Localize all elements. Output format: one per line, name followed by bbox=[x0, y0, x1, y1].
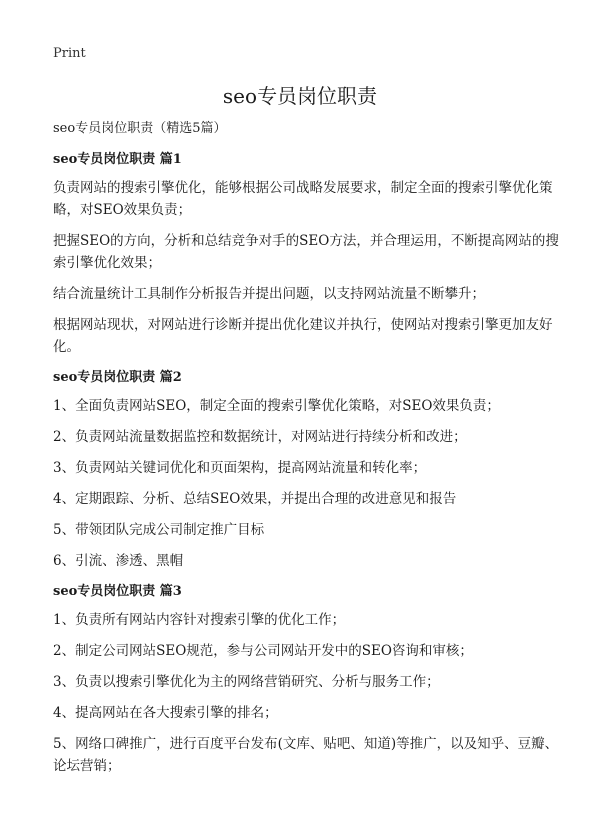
paragraph: 根据网站现状，对网站进行诊断并提出优化建议并执行，使网站对搜索引擎更加友好化。 bbox=[53, 317, 553, 355]
list-item: 3、负责以搜索引擎优化为主的网络营销研究、分析与服务工作； bbox=[53, 674, 440, 690]
list-item: 4、定期跟踪、分析、总结SEO效果，并提出合理的改进意见和报告 bbox=[53, 491, 457, 507]
section-heading: seo专员岗位职责 篇3 bbox=[53, 584, 182, 599]
list-item: 5、带领团队完成公司制定推广目标 bbox=[53, 522, 265, 538]
list-item: 1、全面负责网站SEO，制定全面的搜索引擎优化策略，对SEO效果负责； bbox=[53, 398, 500, 414]
paragraph: 把握SEO的方向，分析和总结竞争对手的SEO方法，并合理运用，不断提高网站的搜索引擎优化效果； bbox=[53, 233, 559, 271]
section-heading: seo专员岗位职责 篇2 bbox=[53, 370, 182, 385]
paragraph: 结合流量统计工具制作分析报告并提出问题，以支持网站流量不断攀升； bbox=[53, 286, 485, 302]
page-title: seo专员岗位职责 bbox=[222, 84, 378, 108]
list-item: 2、负责网站流量数据监控和数据统计，对网站进行持续分析和改进； bbox=[53, 429, 467, 445]
list-item: 2、制定公司网站SEO规范，参与公司网站开发中的SEO咨询和审核； bbox=[53, 643, 473, 659]
list-item: 1、负责所有网站内容针对搜索引擎的优化工作； bbox=[53, 612, 346, 628]
print-label: Print bbox=[53, 46, 86, 61]
list-item: 4、提高网站在各大搜索引擎的排名； bbox=[53, 705, 278, 721]
section-3 bbox=[53, 581, 563, 777]
list-item: 5、网络口碑推广，进行百度平台发布(文库、贴吧、知道)等推广，以及知乎、豆瓣、论坛营销； bbox=[53, 736, 559, 774]
list-item: 6、引流、渗透、黑帽 bbox=[53, 553, 184, 569]
document-body bbox=[53, 118, 563, 786]
list-item: 3、负责网站关键词优化和页面架构，提高网站流量和转化率； bbox=[53, 460, 427, 476]
section-heading: seo专员岗位职责 篇1 bbox=[53, 152, 182, 167]
document-subtitle: seo专员岗位职责（精选5篇） bbox=[53, 121, 227, 136]
section-1 bbox=[53, 149, 563, 358]
paragraph: 负责网站的搜索引擎优化，能够根据公司战略发展要求，制定全面的搜索引擎优化策略，对SEO效果负责； bbox=[53, 180, 553, 218]
section-2 bbox=[53, 367, 563, 572]
